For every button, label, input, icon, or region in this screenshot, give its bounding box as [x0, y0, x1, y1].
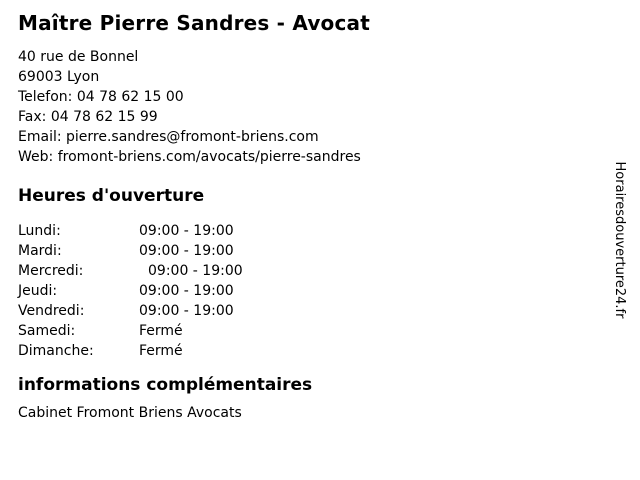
address-line-1: 40 rue de Bonnel [18, 49, 139, 65]
address-line-2: 69003 Lyon [18, 69, 100, 85]
day-hours: 09:00 - 19:00 [139, 283, 234, 299]
day-label: Vendredi: [18, 303, 85, 319]
hours-row-saturday [18, 321, 593, 341]
day-hours: Fermé [139, 343, 183, 359]
extra-info-heading: informations complémentaires [18, 375, 313, 395]
day-label: Mercredi: [18, 263, 84, 279]
hours-heading: Heures d'ouverture [18, 186, 205, 206]
day-hours: Fermé [139, 323, 183, 339]
day-hours: 09:00 - 19:00 [139, 303, 234, 319]
day-hours: 09:00 - 19:00 [139, 223, 234, 239]
hours-row-wednesday [18, 261, 593, 281]
email-value: pierre.sandres@fromont-briens.com [66, 129, 319, 145]
hours-row-tuesday [18, 241, 593, 261]
web-label: Web: [18, 149, 54, 165]
fax-label: Fax: [18, 109, 47, 125]
hours-row-sunday [18, 341, 593, 361]
phone-row [18, 87, 593, 107]
phone-label: Telefon: [18, 89, 73, 105]
hours-row-monday [18, 221, 593, 241]
day-label: Samedi: [18, 323, 76, 339]
day-label: Lundi: [18, 223, 61, 239]
day-label: Mardi: [18, 243, 62, 259]
fax-row [18, 107, 593, 127]
extra-info-text: Cabinet Fromont Briens Avocats [18, 405, 242, 421]
fax-value: 04 78 62 15 99 [50, 109, 158, 125]
email-row [18, 127, 593, 147]
page-title: Maître Pierre Sandres - Avocat [18, 11, 371, 35]
day-label: Dimanche: [18, 343, 94, 359]
contact-block [18, 47, 593, 167]
phone-value: 04 78 62 15 00 [76, 89, 184, 105]
day-label: Jeudi: [18, 283, 58, 299]
web-row [18, 147, 593, 167]
day-hours: 09:00 - 19:00 [139, 243, 234, 259]
hours-row-friday [18, 301, 593, 321]
day-hours: 09:00 - 19:00 [148, 263, 243, 279]
web-value: fromont-briens.com/avocats/pierre-sandres [57, 149, 361, 165]
hours-row-thursday [18, 281, 593, 301]
site-watermark: Horairesdouverture24.fr [612, 161, 627, 319]
hours-table [18, 221, 593, 361]
business-info-panel [18, 0, 593, 423]
email-label: Email: [18, 129, 62, 145]
